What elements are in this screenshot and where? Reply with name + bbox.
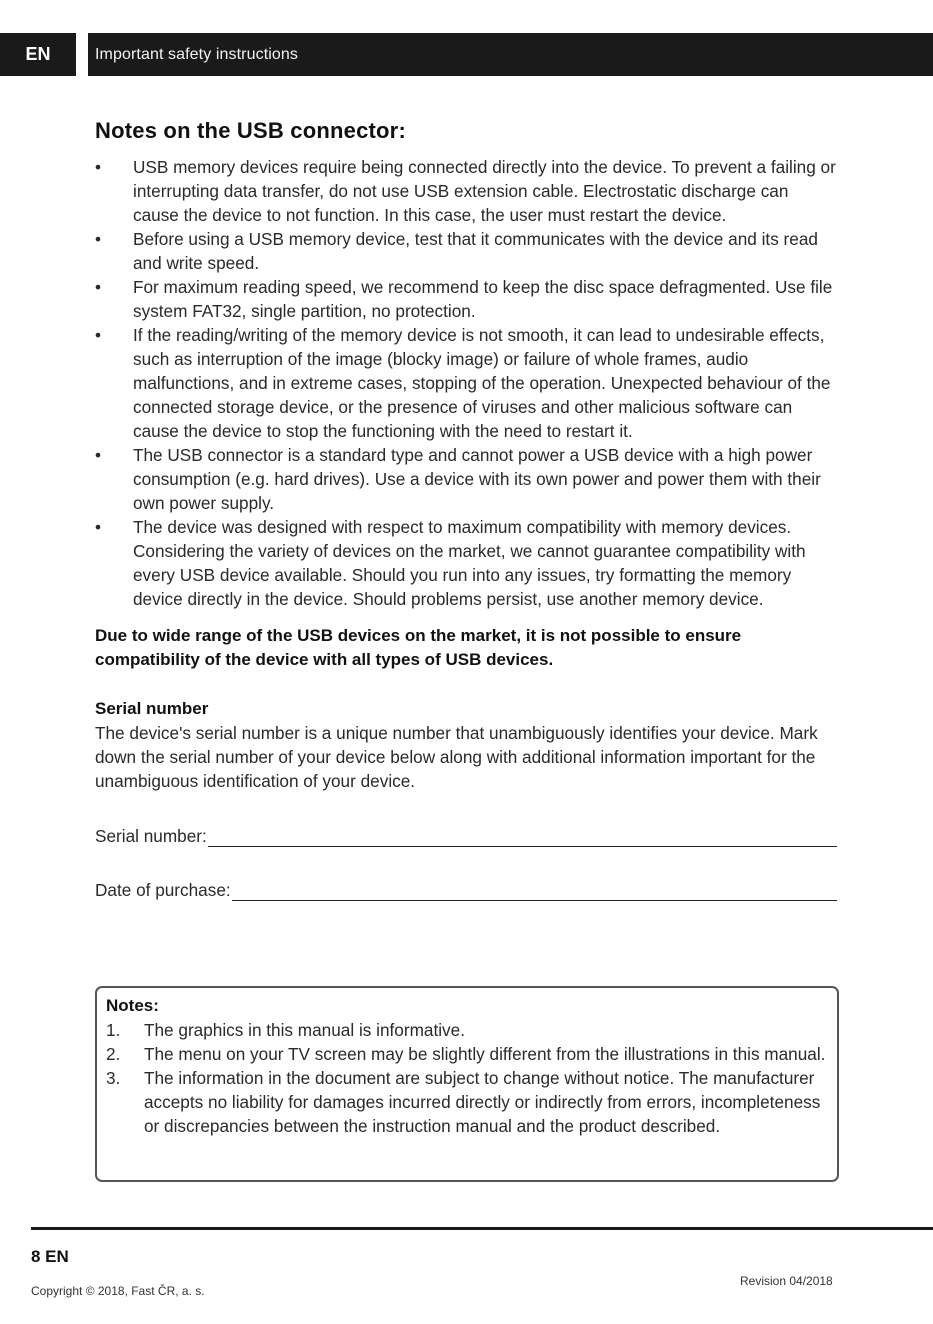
usb-notes-list	[95, 155, 837, 611]
list-item-text: The USB connector is a standard type and cannot power a USB device with a high power consumption (e.g. hard drives). Use a device with its own power and power them with their own power supply.	[133, 445, 821, 513]
header-divider	[76, 33, 88, 76]
header-bar	[0, 33, 933, 76]
copyright-notice: Copyright © 2018, Fast ČR, a. s.	[31, 1284, 205, 1298]
footer-divider	[31, 1227, 933, 1230]
list-item	[95, 275, 837, 323]
serial-number-heading: Serial number	[95, 699, 209, 718]
serial-number-description: The device's serial number is a unique number that unambiguously identifies your device. Mark down the serial number of your device below along with additional information important for the unambiguous identification of your device.	[95, 723, 818, 791]
bullet-icon: •	[95, 157, 102, 177]
list-item-text: The information in the document are subject to change without notice. The manufacturer accepts no liability for damages incurred directly or indirectly from errors, incompleteness or discrepancies between the instruction manual and the product described.	[144, 1068, 821, 1136]
notes-list	[106, 1018, 828, 1138]
list-item	[95, 323, 837, 443]
usb-section-title: Notes on the USB connector:	[95, 118, 406, 143]
list-item	[106, 1066, 828, 1138]
header-title: Important safety instructions	[95, 45, 298, 63]
list-item	[95, 443, 837, 515]
list-item-text: USB memory devices require being connected directly into the device. To prevent a failing or interrupting data transfer, do not use USB extension cable. Electrostatic discharge can cause the device to not function. In this case, the user must restart the device.	[133, 157, 836, 225]
notes-title: Notes:	[106, 996, 159, 1015]
serial-number-label: Serial number:	[95, 826, 207, 846]
list-item-text: The graphics in this manual is informative.	[144, 1020, 465, 1040]
list-item	[95, 227, 837, 275]
usb-compatibility-warning: Due to wide range of the USB devices on the market, it is not possible to ensure compatibility of the device with all types of USB devices.	[95, 626, 742, 669]
date-of-purchase-field	[95, 877, 837, 901]
bullet-icon: •	[95, 517, 102, 537]
list-item	[106, 1042, 828, 1066]
bullet-icon: •	[95, 325, 102, 345]
revision-label: Revision 04/2018	[740, 1274, 833, 1288]
serial-number-field	[95, 823, 837, 847]
list-item-text: Before using a USB memory device, test that it communicates with the device and its read and write speed.	[133, 229, 818, 273]
list-item-number: 1.	[106, 1020, 121, 1040]
list-item-text: For maximum reading speed, we recommend to keep the disc space defragmented. Use file system FAT32, single partition, no protection.	[133, 277, 833, 321]
notes-box	[95, 986, 839, 1182]
language-tag: EN	[25, 44, 51, 64]
list-item-text: The menu on your TV screen may be slightly different from the illustrations in this manual.	[144, 1044, 826, 1064]
list-item-text: The device was designed with respect to maximum compatibility with memory devices. Considering the variety of devices on the market, we cannot guarantee compatibility with every USB device available. Should you run into any issues, try formatting the memory device directly in the device. Should problems persist, use another memory device.	[133, 517, 806, 609]
date-of-purchase-label: Date of purchase:	[95, 880, 231, 900]
main-content	[95, 118, 837, 901]
page-number: 8 EN	[31, 1247, 69, 1266]
serial-number-blank-line	[208, 828, 837, 847]
date-of-purchase-blank-line	[232, 882, 837, 901]
list-item-text: If the reading/writing of the memory device is not smooth, it can lead to undesirable effects, such as interruption of the image (blocky image) or failure of whole frames, audio malfunctions, and in extreme cases, stopping of the operation. Unexpected behaviour of the connected storage device, or the presence of viruses and other malicious software can cause the device to stop the functioning with the need to restart it.	[133, 325, 831, 441]
list-item-number: 2.	[106, 1044, 121, 1064]
list-item	[95, 515, 837, 611]
bullet-icon: •	[95, 277, 102, 297]
bullet-icon: •	[95, 229, 102, 249]
list-item	[106, 1018, 828, 1042]
list-item-number: 3.	[106, 1068, 121, 1088]
list-item	[95, 155, 837, 227]
bullet-icon: •	[95, 445, 102, 465]
